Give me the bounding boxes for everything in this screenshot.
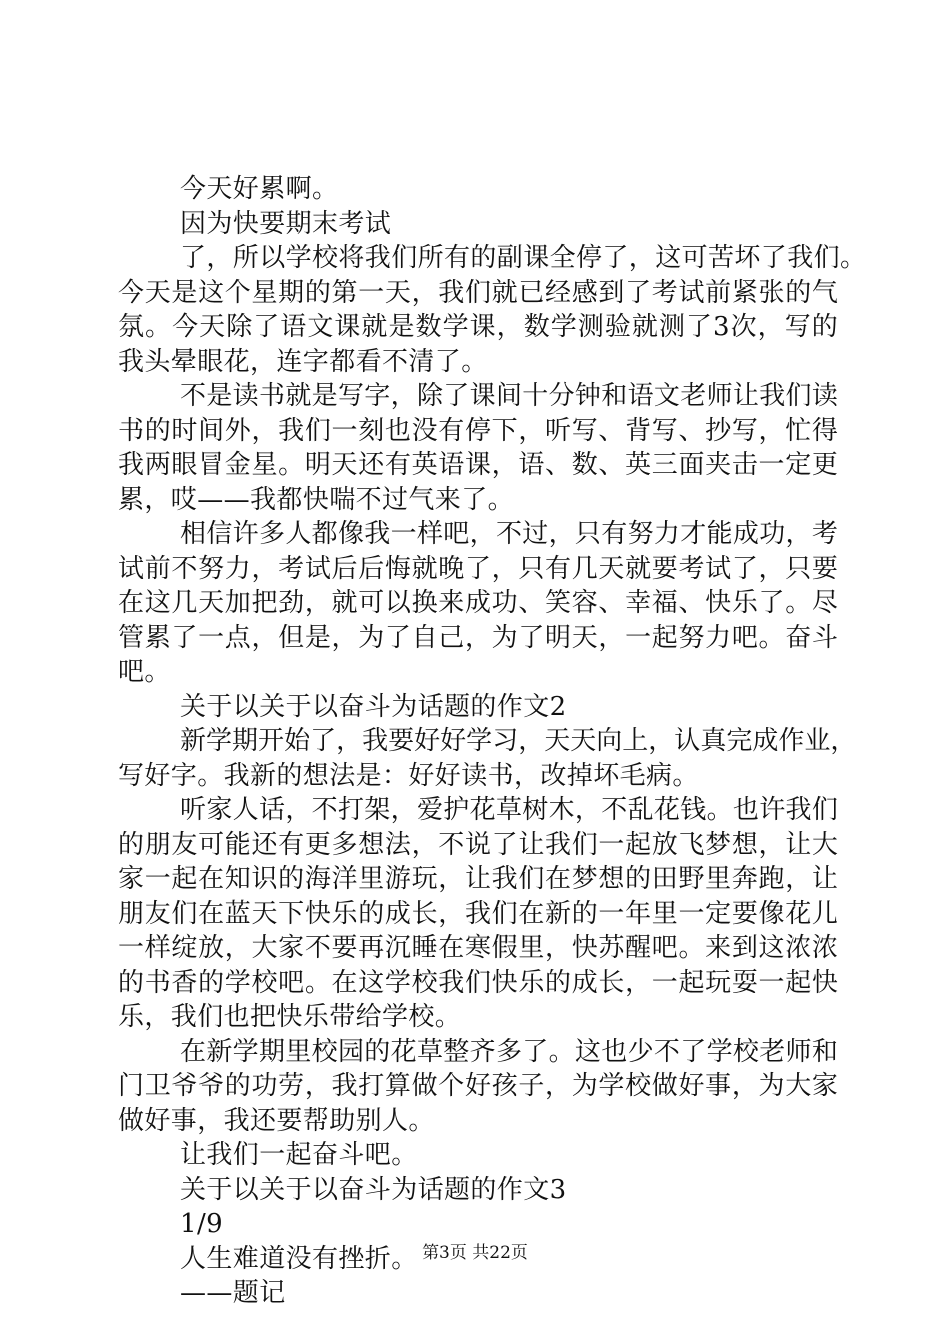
paragraph-line: 做好事，我还要帮助别人。 bbox=[118, 1105, 435, 1136]
paragraph-line: 书 的 时 间 外 ， 我 们 一 刻 也 没 有 停 下 ， 听 写 、 背 写 、 抄 写 ， 忙 得 bbox=[118, 415, 838, 446]
paragraph-line: 我头晕眼花，连字都看不清了。 bbox=[118, 346, 488, 377]
epigraph-attribution: ——题记 bbox=[180, 1278, 286, 1308]
paragraph-line: 累，哎——我都快喘不过气来了。 bbox=[118, 484, 515, 515]
paragraph-line: 在 这 几 天 加 把 劲 ， 就 可 以 换 来 成 功 、 笑 容 、 幸 福 、 快 乐 了 。 尽 bbox=[118, 588, 838, 618]
paragraph-line: 氛 。 今 天 除 了 语 文 课 就 是 数 学 课 ， 数 学 测 验 就 测 了 3 次 ， 写 的 bbox=[118, 312, 838, 342]
document-body bbox=[118, 172, 867, 1311]
paragraph-line: 让我们一起奋斗吧。 bbox=[180, 1140, 418, 1170]
paragraph-line: 写好字。我新的想法是：好好读书，改掉坏毛病。 bbox=[118, 760, 699, 791]
paragraph-line: 一 样 绽 放 ， 大 家 不 要 再 沉 睡 在 寒 假 里 ， 快 苏 醒 吧 。 来 到 这 浓 浓 bbox=[118, 933, 838, 963]
paragraph-line: 听 家 人 话 ， 不 打 架 ， 爱 护 花 草 树 木 ， 不 乱 花 钱 。 也 许 我 们 bbox=[180, 795, 838, 825]
page-marker: 1/9 bbox=[180, 1209, 224, 1239]
paragraph-line: 人生难道没有挫折。 bbox=[180, 1243, 418, 1274]
paragraph-line: 新 学 期 开 始 了 ， 我 要 好 好 学 习 ， 天 天 向 上 ， 认 真 完 成 作 业 ， bbox=[180, 726, 857, 756]
paragraph-line: 今天好累啊。 bbox=[180, 174, 339, 204]
paragraph-line: 了，所以学校将我们所有的副课全停了，这可苦坏了我们。 bbox=[180, 243, 867, 273]
paragraph-line: 的 书 香 的 学 校 吧 。 在 这 学 校 我 们 快 乐 的 成 长 ， 一 起 玩 耍 一 起 快 bbox=[118, 967, 838, 998]
paragraph-line: 吧。 bbox=[118, 657, 171, 687]
page-footer: 第3页 共22页 bbox=[422, 1243, 528, 1263]
paragraph-line: 乐，我们也把快乐带给学校。 bbox=[118, 1002, 462, 1032]
paragraph-line: 相 信 许 多 人 都 像 我 一 样 吧 ， 不 过 ， 只 有 努 力 才 能 成 功 ， 考 bbox=[180, 519, 838, 549]
paragraph-line: 今 天 是 这 个 星 期 的 第 一 天 ， 我 们 就 已 经 感 到 了 考 试 前 紧 张 的 气 bbox=[118, 277, 838, 308]
section-heading: 关于以关于以奋斗为话题的作文3 bbox=[180, 1174, 567, 1205]
paragraph-line: 不 是 读 书 就 是 写 字 ， 除 了 课 间 十 分 钟 和 语 文 老 师 让 我 们 读 bbox=[180, 381, 838, 411]
section-heading: 关于以关于以奋斗为话题的作文2 bbox=[180, 691, 567, 722]
paragraph-line: 朋 友 们 在 蓝 天 下 快 乐 的 成 长 ， 我 们 在 新 的 一 年 里 一 定 要 像 花 儿 bbox=[118, 898, 838, 929]
paragraph-line: 家 一 起 在 知 识 的 海 洋 里 游 玩 ， 让 我 们 在 梦 想 的 田 野 里 奔 跑 ， 让 bbox=[118, 864, 838, 894]
paragraph-line: 管 累 了 一 点 ， 但 是 ， 为 了 自 己 ， 为 了 明 天 ， 一 起 努 力 吧 。 奋 斗 bbox=[118, 622, 838, 653]
paragraph-line: 门 卫 爷 爷 的 功 劳 ， 我 打 算 做 个 好 孩 子 ， 为 学 校 做 好 事 ， 为 大 家 bbox=[118, 1071, 838, 1101]
paragraph-line: 因为快要期末考试 bbox=[180, 208, 392, 239]
paragraph-line: 在 新 学 期 里 校 园 的 花 草 整 齐 多 了 。 这 也 少 不 了 学 校 老 师 和 bbox=[180, 1036, 838, 1067]
paragraph-line: 的 朋 友 可 能 还 有 更 多 想 法 ， 不 说 了 让 我 们 一 起 放 飞 梦 想 ， 让 大 bbox=[118, 829, 838, 860]
paragraph-line: 我 两 眼 冒 金 星 。 明 天 还 有 英 语 课 ， 语 、 数 、 英 三 面 夹 击 一 定 更 bbox=[118, 450, 838, 480]
paragraph-line: 试 前 不 努 力 ， 考 试 后 后 悔 就 晚 了 ， 只 有 几 天 就 要 考 试 了 ， 只 要 bbox=[118, 553, 838, 584]
